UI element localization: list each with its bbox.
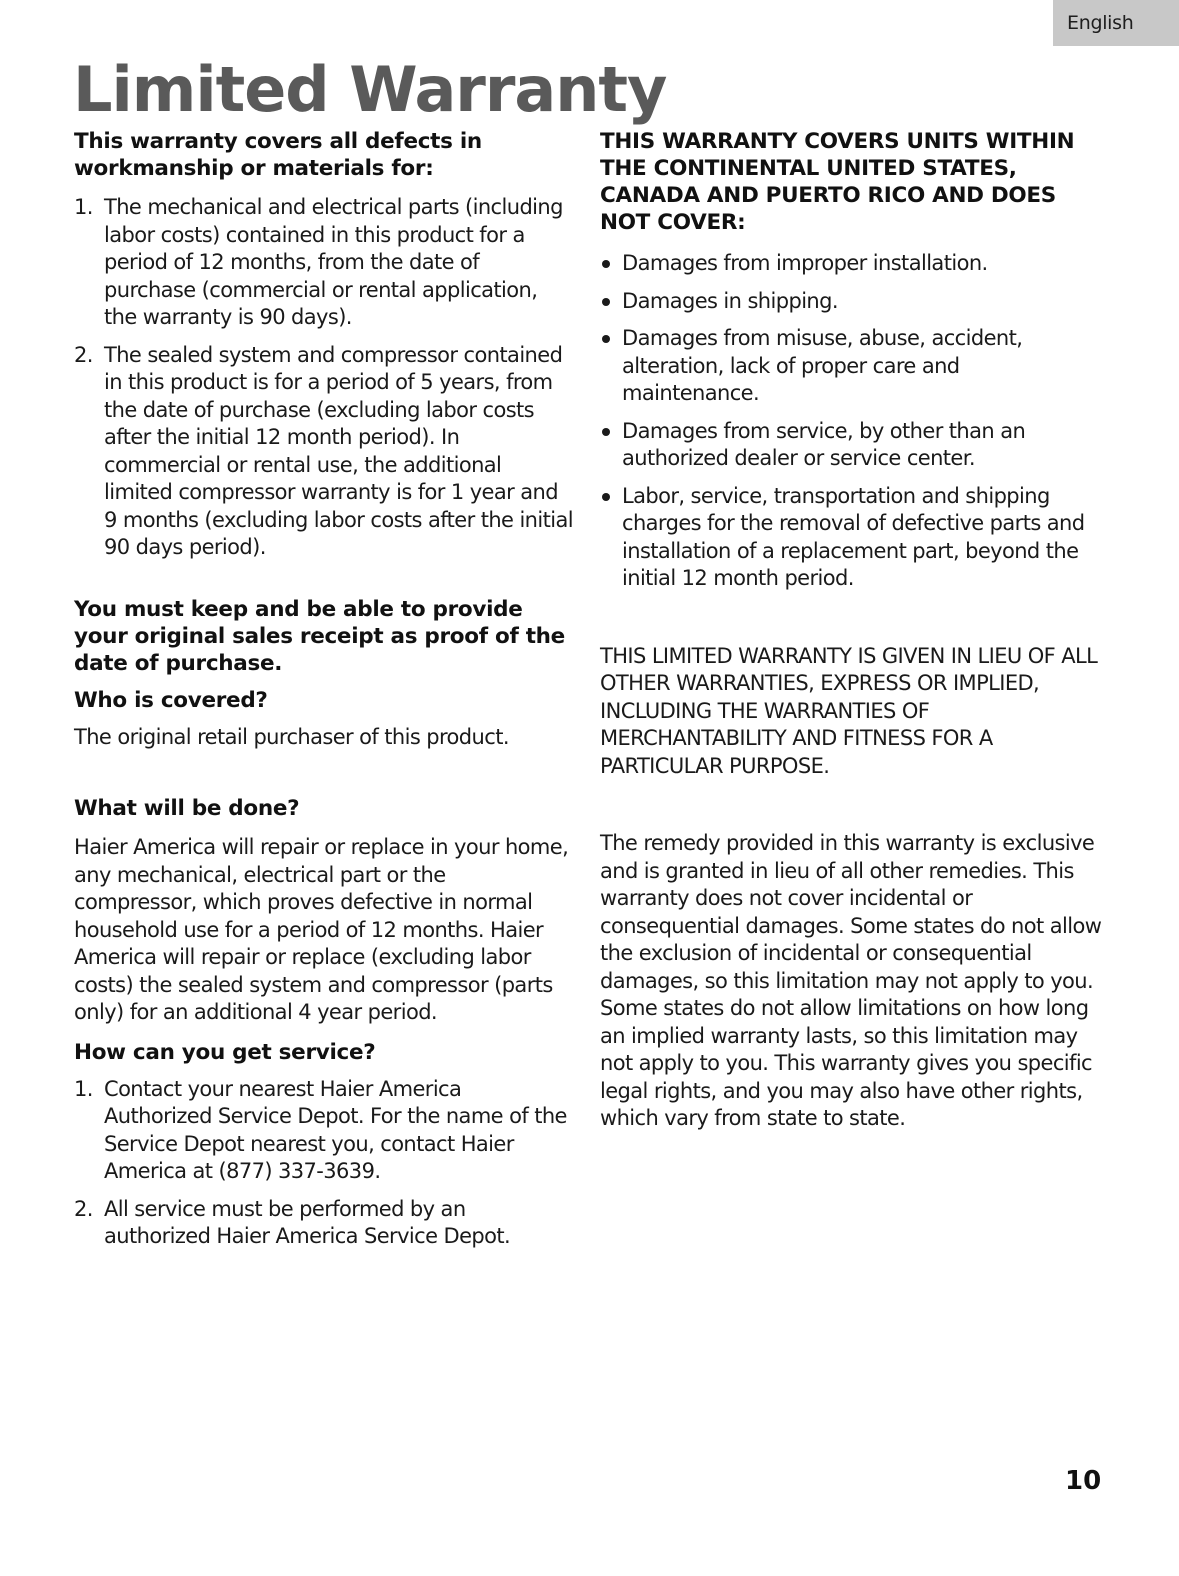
item-number: 2. — [74, 1196, 93, 1221]
page-number: 10 — [1065, 1466, 1102, 1496]
exclusion-text: Labor, service, transportation and shipping charges for the removal of defective parts and installation of a replacement part, beyond the initial 12 month period. — [622, 483, 1085, 590]
who-covered-heading: Who is covered? — [74, 687, 268, 713]
exclusion-item — [600, 288, 1110, 316]
language-tab: English — [1053, 0, 1179, 46]
coverage-item — [74, 342, 574, 562]
exclusion-text: Damages from misuse, abuse, accident, alteration, lack of proper care and maintenance. — [622, 326, 1023, 405]
exclusions-heading: THIS WARRANTY COVERS UNITS WITHIN THE CONTINENTAL UNITED STATES, CANADA AND PUERTO RICO AND DOES NOT COVER: — [600, 129, 1075, 235]
item-number: 1. — [74, 195, 93, 219]
service-item — [74, 1196, 574, 1251]
service-item — [74, 1076, 574, 1186]
bullet-icon — [602, 260, 610, 268]
bullet-icon — [602, 493, 610, 501]
disclaimer-text: THIS LIMITED WARRANTY IS GIVEN IN LIEU OF ALL OTHER WARRANTIES, EXPRESS OR IMPLIED, INCLUDING THE WARRANTIES OF MERCHANTABILITY AND FITNESS FOR A PARTICULAR PURPOSE. — [600, 643, 1098, 778]
bullet-icon — [602, 298, 610, 306]
what-done-heading: What will be done? — [74, 796, 300, 821]
exclusion-text: Damages from improper installation. — [622, 251, 988, 275]
item-text: The sealed system and compressor contained in this product is for a period of 5 years, from the date of purchase (excluding labor costs after the initial 12 month period). In commercial or rental use, the additional limited compressor warranty is for 1 year and 9 months (excluding labor costs after the initial 90 days period). — [104, 342, 574, 559]
item-text: Contact your nearest Haier America Authorized Service Depot. For the name of the Service Depot nearest you, contact Haier America at (877) 337-3639. — [104, 1076, 567, 1183]
service-list — [74, 1076, 574, 1251]
remedy-text: The remedy provided in this warranty is exclusive and is granted in lieu of all other remedies. This warranty does not cover incidental or consequential damages. Some states do not allow the exclusion of incidental or consequential damages, so this limitation may not apply to you. Some states do not allow limitations on how long an implied warranty lasts, so this limitation may not apply to you. This warranty gives you specific legal rights, and you may also have other rights, which vary from state to state. — [600, 831, 1102, 1130]
item-number: 1. — [74, 1076, 93, 1101]
who-covered-text: The original retail purchaser of this product. — [74, 724, 509, 749]
exclusion-text: Damages in shipping. — [622, 288, 838, 313]
item-text: All service must be performed by an authorized Haier America Service Depot. — [104, 1196, 511, 1248]
coverage-item — [74, 194, 574, 332]
exclusions-list — [600, 250, 1110, 593]
bullet-icon — [602, 428, 610, 436]
exclusion-item — [600, 418, 1072, 473]
page-title: Limited Warranty — [73, 53, 667, 126]
receipt-notice: You must keep and be able to provide your original sales receipt as proof of the date of purchase. — [74, 596, 565, 676]
exclusion-text: Damages from service, by other than an authorized dealer or service center. — [622, 418, 1026, 470]
bullet-icon — [602, 335, 610, 343]
exclusion-item — [600, 250, 1110, 278]
what-done-text: Haier America will repair or replace in your home, any mechanical, electrical part or the compressor, which proves defective in normal household use for a period of 12 months. Haier America will repair or replace (excluding labor costs) the sealed system and compressor (parts only) for an additional 4 year period. — [74, 835, 569, 1024]
item-text: The mechanical and electrical parts (including labor costs) contained in this product for a period of 12 months, from the date of purchase (commercial or rental application, the warranty is 90 days). — [104, 195, 563, 329]
coverage-list — [74, 194, 574, 562]
exclusion-item — [600, 325, 1062, 408]
item-number: 2. — [74, 342, 93, 367]
left-column — [74, 128, 574, 1251]
coverage-heading: This warranty covers all defects in workmanship or materials for: — [74, 129, 482, 181]
exclusion-item — [600, 483, 1110, 593]
service-heading: How can you get service? — [74, 1039, 376, 1065]
right-column — [600, 128, 1110, 1133]
